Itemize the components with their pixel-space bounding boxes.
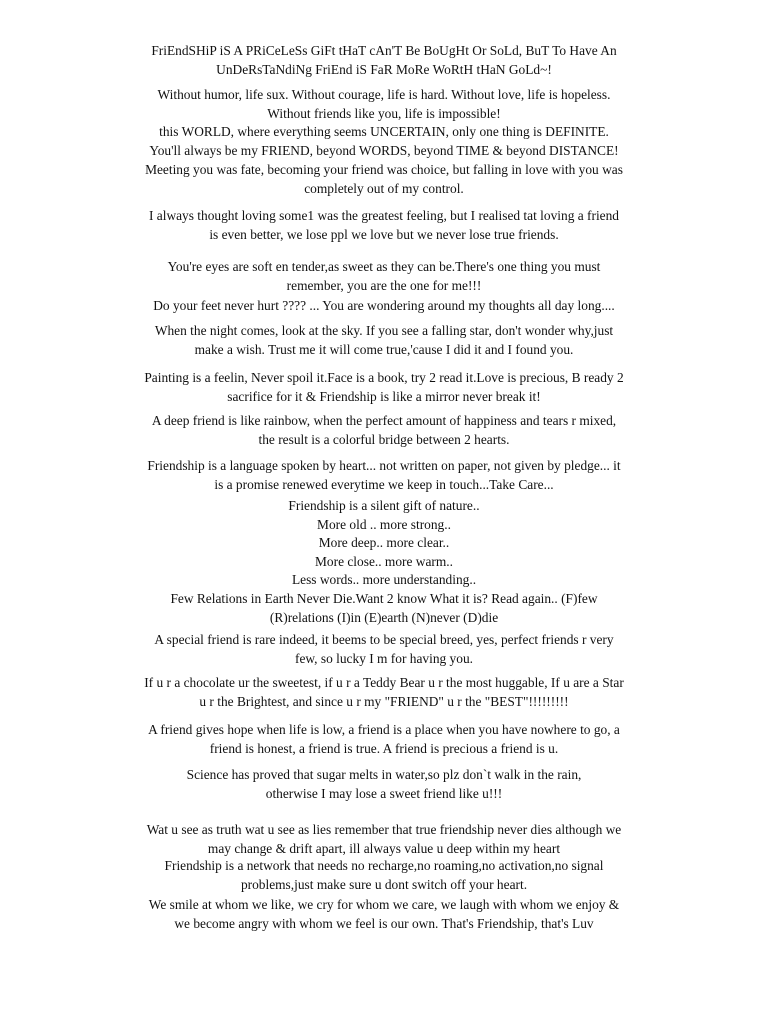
paragraph xyxy=(110,207,658,244)
text-line: is a promise renewed everytime we keep in touch...Take Care... xyxy=(214,476,554,492)
paragraph xyxy=(110,497,658,590)
text-line: Meeting you was fate, becoming your friend was choice, but falling in love with you was xyxy=(145,162,623,177)
paragraph xyxy=(110,457,658,494)
paragraph xyxy=(110,766,658,803)
text-line: Less words.. more understanding.. xyxy=(291,572,477,587)
paragraph xyxy=(110,161,658,198)
text-line: A special friend is rare indeed, it beems to be special breed, yes, perfect friends r very xyxy=(154,632,614,647)
text-line: u r the Brightest, and since u r my "FRIEND" u r the "BEST"!!!!!!!!! xyxy=(199,693,569,709)
paragraph xyxy=(110,631,658,668)
text-line: is even better, we lose ppl we love but we never lose true friends. xyxy=(209,226,559,242)
text-line: When the night comes, look at the sky. If you see a falling star, don't wonder why,just xyxy=(154,323,614,338)
paragraph xyxy=(110,721,658,758)
text-line: may change & drift apart, ill always value u deep within my heart xyxy=(207,840,561,856)
text-line: Without humor, life sux. Without courage, life is hard. Without love, life is hopeless. xyxy=(157,87,611,102)
paragraph xyxy=(110,590,658,627)
text-line: Friendship is a silent gift of nature.. xyxy=(288,498,480,513)
text-line: Painting is a feelin, Never spoil it.Face is a book, try 2 read it.Love is precious, B ready 2 xyxy=(144,370,624,385)
text-line: completely out of my control. xyxy=(304,180,464,196)
text-line: Wat u see as truth wat u see as lies remember that true friendship never dies although we xyxy=(146,822,622,837)
text-line: Friendship is a language spoken by heart... not written on paper, not given by pledge... it xyxy=(147,458,621,473)
paragraph xyxy=(110,322,658,359)
text-line: make a wish. Trust me it will come true,'cause I did it and I found you. xyxy=(194,341,574,357)
paragraph xyxy=(110,821,658,858)
paragraph xyxy=(110,42,658,79)
text-line: I always thought loving some1 was the greatest feeling, but I realised tat loving a friend xyxy=(148,208,620,223)
text-line: Science has proved that sugar melts in water,so plz don`t walk in the rain, xyxy=(186,767,582,782)
text-line: You're eyes are soft en tender,as sweet as they can be.There's one thing you must xyxy=(167,259,601,274)
text-line: UnDeRsTaNdiNg FriEnd iS FaR MoRe WoRtH tHaN GoLd~! xyxy=(216,61,552,77)
text-line: the result is a colorful bridge between 2 hearts. xyxy=(258,431,510,447)
paragraph xyxy=(110,258,658,295)
text-line: sacrifice for it & Friendship is like a mirror never break it! xyxy=(227,388,541,404)
text-line: friend is honest, a friend is true. A friend is precious a friend is u. xyxy=(209,740,559,756)
text-line: More old .. more strong.. xyxy=(317,516,451,532)
text-line: remember, you are the one for me!!! xyxy=(286,277,482,293)
paragraph xyxy=(110,297,658,316)
text-line: this WORLD, where everything seems UNCERTAIN, only one thing is DEFINITE. xyxy=(159,124,609,139)
text-line: A deep friend is like rainbow, when the perfect amount of happiness and tears r mixed, xyxy=(151,413,617,428)
paragraph xyxy=(110,412,658,449)
text-line: If u r a chocolate ur the sweetest, if u r a Teddy Bear u r the most huggable, If u are a Star xyxy=(144,675,624,690)
text-line: otherwise I may lose a sweet friend like u!!! xyxy=(265,785,503,801)
text-line: More deep.. more clear.. xyxy=(318,535,450,550)
text-line: You'll always be my FRIEND, beyond WORDS, beyond TIME & beyond DISTANCE! xyxy=(149,142,619,158)
text-line: we become angry with whom we feel is our own. That's Friendship, that's Luv xyxy=(174,915,594,931)
paragraph xyxy=(110,369,658,406)
text-line: We smile at whom we like, we cry for whom we care, we laugh with whom we enjoy & xyxy=(148,897,620,912)
paragraph xyxy=(110,86,658,123)
text-line: FriEndSHiP iS A PRiCeLeSs GiFt tHaT cAn'T Be BoUgHt Or SoLd, BuT To Have An xyxy=(151,43,617,58)
text-line: Without friends like you, life is impossible! xyxy=(267,105,501,121)
text-line: More close.. more warm.. xyxy=(315,553,453,569)
text-line: (R)relations (I)in (E)earth (N)never (D)die xyxy=(269,609,499,625)
text-line: Friendship is a network that needs no recharge,no roaming,no activation,no signal xyxy=(164,858,604,873)
text-line: Few Relations in Earth Never Die.Want 2 know What it is? Read again.. (F)few xyxy=(170,591,598,606)
text-line: A friend gives hope when life is low, a friend is a place when you have nowhere to go, a xyxy=(148,722,620,737)
paragraph xyxy=(110,123,658,160)
paragraph xyxy=(110,857,658,894)
paragraph xyxy=(110,674,658,711)
paragraph xyxy=(110,896,658,933)
text-line: problems,just make sure u dont switch off your heart. xyxy=(240,876,528,892)
text-line: few, so lucky I m for having you. xyxy=(294,650,473,666)
text-line: Do your feet never hurt ???? ... You are wondering around my thoughts all day long.... xyxy=(153,298,615,313)
